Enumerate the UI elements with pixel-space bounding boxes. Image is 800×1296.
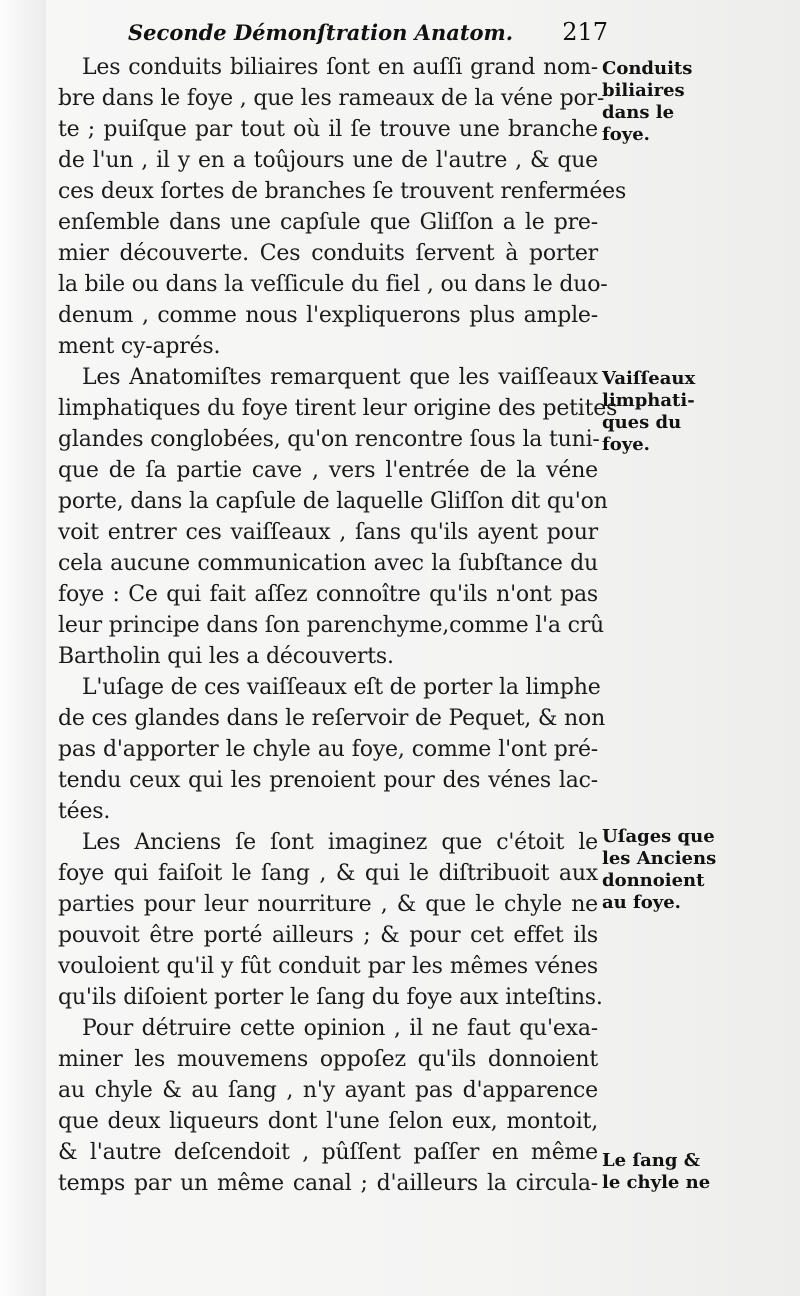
margin-note-line: au foye. [602,892,681,913]
text-line: pouvoit être porté ailleurs ; & pour cet effet ils [58,923,598,948]
margin-note-line: les Anciens [602,848,717,869]
margin-note-line: foye. [602,434,650,455]
text-line: tées. [58,799,111,824]
margin-note-line: Le ſang & [602,1150,700,1171]
page-number: 217 [562,18,608,46]
margin-note [602,368,798,456]
margin-note-line: ques du [602,412,682,433]
text-line: vouloient qu'il y fût conduit par les mêmes vénes [58,954,598,979]
text-line: foye : Ce qui fait aſſez connoître qu'ils n'ont pas [58,582,598,607]
text-line: & l'autre deſcendoit , pûſſent paſſer en même [58,1140,598,1165]
text-line: te ; puiſque par tout où il ſe trouve une branche [58,117,598,142]
margin-notes-column [602,0,798,1296]
text-line: de l'un , il y en a toûjours une de l'autre , & que [58,148,598,173]
text-line: parties pour leur nourriture , & que le chyle ne [58,892,598,917]
text-line: qu'ils diſoient porter le ſang du foye aux inteſtins. [58,985,603,1010]
text-line: que deux liqueurs dont l'une ſelon eux, montoit, [58,1109,598,1134]
text-line: bre dans le foye , que les rameaux de la véne por- [58,86,605,111]
text-line: la bile ou dans la veſſicule du fiel , ou dans le duo- [58,272,608,297]
text-line: au chyle & au ſang , n'y ayant pas d'apparence [58,1078,598,1103]
text-line: Les Anciens ſe ſont imaginez que c'étoit le [82,830,598,855]
text-line: Les Anatomiſtes remarquent que les vaiſſeaux [82,365,598,390]
text-line: leur principe dans ſon parenchyme,comme l'a crû [58,613,604,638]
text-line: de ces glandes dans le reſervoir de Pequet, & non [58,706,606,731]
page-header [128,16,608,56]
text-line: tendu ceux qui les prenoient pour des vénes lac- [58,768,598,793]
margin-note-line: Vaiſſeaux [602,368,696,389]
margin-note [602,58,798,146]
text-line: L'uſage de ces vaiſſeaux eſt de porter la limphe [82,675,601,700]
margin-note-line: dans le [602,102,675,123]
text-line: temps par un même canal ; d'ailleurs la circula- [58,1171,598,1196]
text-line: Pour détruire cette opinion , il ne faut qu'exa- [82,1016,598,1041]
running-head: Seconde Démonſtration Anatom. [128,20,514,45]
text-line: voit entrer ces vaiſſeaux , ſans qu'ils ayent pour [58,520,598,545]
text-line: porte, dans la capſule de laquelle Gliſſon dit qu'on [58,489,608,514]
margin-note-line: limphati- [602,390,695,411]
margin-note-line: foye. [602,124,650,145]
text-line: que de ſa partie cave , vers l'entrée de la véne [58,458,598,483]
main-text-block [58,52,627,1199]
margin-note-line: donnoient [602,870,705,891]
margin-note-line: Uſages que [602,826,715,847]
margin-note-line: Conduits [602,58,693,79]
text-line: mier découverte. Ces conduits ſervent à porter [58,241,598,266]
margin-note-line: biliaires [602,80,685,101]
text-line: pas d'apporter le chyle au foye, comme l'ont pré- [58,737,598,762]
margin-note [602,826,798,914]
margin-note [602,1150,798,1194]
text-line: limphatiques du foye tirent leur origine des petites [58,396,618,421]
text-line: glandes conglobées, qu'on rencontre ſous la tuni- [58,427,600,452]
text-line: miner les mouvemens oppoſez qu'ils donnoient [58,1047,598,1072]
text-line: Les conduits biliaires ſont en auſſi grand nom- [82,55,598,80]
text-line: cela aucune communication avec la ſubſtance du [58,551,598,576]
text-line: ces deux ſortes de branches ſe trouvent renfermées [58,179,627,204]
text-line: Bartholin qui les a découverts. [58,644,394,669]
margin-note-line: le chyle ne [602,1172,711,1193]
text-line: ment cy-aprés. [58,334,221,359]
text-line: denum , comme nous l'expliquerons plus ample- [58,303,598,328]
text-line: foye qui faiſoit le ſang , & qui le diſtribuoit aux [58,861,598,886]
text-line: enſemble dans une capſule que Gliſſon a le pre- [58,210,598,235]
